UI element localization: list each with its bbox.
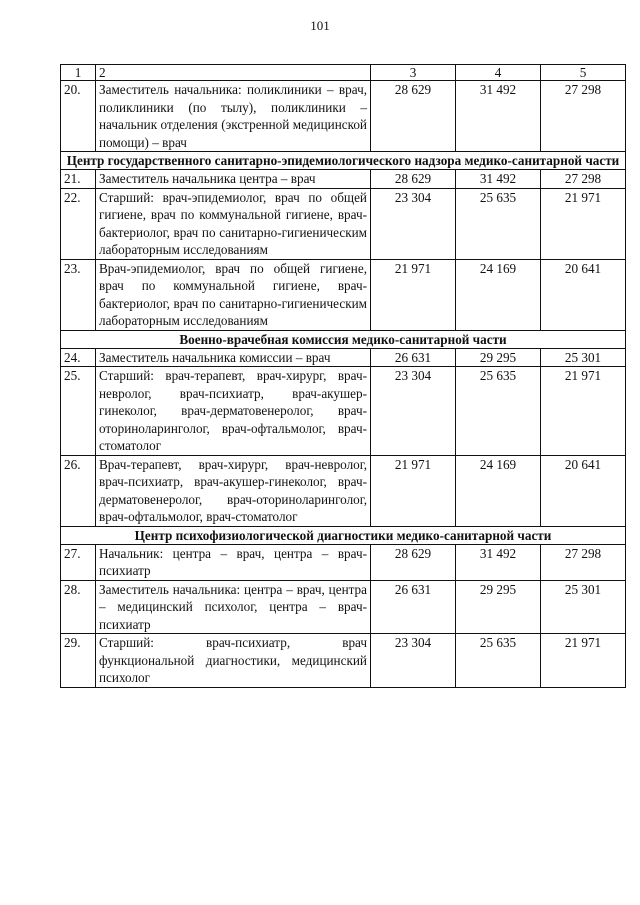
table-row (61, 455, 626, 526)
table-row (61, 348, 626, 367)
row-number: 28. (61, 580, 96, 634)
row-value-col3: 28 629 (371, 170, 456, 189)
row-position-description: Заместитель начальника: центра – врач, центра – медицинский психолог, центра – врач-психиатр (96, 580, 371, 634)
row-value-col5: 25 301 (541, 348, 626, 367)
row-number: 23. (61, 259, 96, 330)
row-value-col5: 25 301 (541, 580, 626, 634)
section-title: Военно-врачебная комиссия медико-санитарной части (61, 330, 626, 348)
row-value-col3: 21 971 (371, 455, 456, 526)
row-position-description: Врач-терапевт, врач-хирург, врач-невролог, врач-психиатр, врач-акушер-гинеколог, врач-дерматовенеролог, врач-оториноларинголог, врач-офтальмолог, врач-стоматолог (96, 455, 371, 526)
row-position-description: Врач-эпидемиолог, врач по общей гигиене, врач по коммунальной гигиене, врач-бактериолог, врач по санитарно-гигиеническим лабораторным исследованиям (96, 259, 371, 330)
row-value-col4: 29 295 (456, 580, 541, 634)
row-value-col5: 21 971 (541, 367, 626, 456)
row-value-col4: 31 492 (456, 544, 541, 580)
row-value-col4: 25 635 (456, 188, 541, 259)
row-position-description: Заместитель начальника комиссии – врач (96, 348, 371, 367)
row-number: 24. (61, 348, 96, 367)
row-value-col3: 23 304 (371, 634, 456, 688)
row-number: 20. (61, 81, 96, 152)
row-value-col4: 24 169 (456, 259, 541, 330)
salary-table (60, 64, 626, 688)
row-position-description: Заместитель начальника: поликлиники – врач, поликлиники (по тылу), поликлиники – начальник отделения (экстренной медицинской помощи) – врач (96, 81, 371, 152)
row-value-col5: 27 298 (541, 81, 626, 152)
row-position-description: Старший: врач-эпидемиолог, врач по общей гигиене, врач по коммунальной гигиене, врач-бактериолог, врач по санитарно-гигиеническим лабораторным исследованиям (96, 188, 371, 259)
row-value-col5: 21 971 (541, 634, 626, 688)
column-header-3: 3 (371, 65, 456, 81)
page-number: 101 (310, 18, 330, 33)
section-header-row (61, 330, 626, 348)
row-value-col4: 29 295 (456, 348, 541, 367)
section-title: Центр государственного санитарно-эпидемиологического надзора медико-санитарной части (61, 152, 626, 170)
row-position-description: Начальник: центра – врач, центра – врач-психиатр (96, 544, 371, 580)
row-value-col5: 20 641 (541, 259, 626, 330)
table-row (61, 81, 626, 152)
section-header-row (61, 152, 626, 170)
row-value-col3: 26 631 (371, 348, 456, 367)
row-value-col3: 23 304 (371, 367, 456, 456)
column-header-1: 1 (61, 65, 96, 81)
table-row (61, 188, 626, 259)
row-value-col4: 31 492 (456, 170, 541, 189)
row-number: 29. (61, 634, 96, 688)
row-value-col4: 25 635 (456, 634, 541, 688)
row-value-col3: 21 971 (371, 259, 456, 330)
table-row (61, 634, 626, 688)
column-header-row (61, 65, 626, 81)
row-value-col3: 26 631 (371, 580, 456, 634)
row-number: 22. (61, 188, 96, 259)
row-value-col5: 20 641 (541, 455, 626, 526)
row-value-col4: 31 492 (456, 81, 541, 152)
table-row (61, 259, 626, 330)
table-body (61, 65, 626, 688)
column-header-4: 4 (456, 65, 541, 81)
row-number: 27. (61, 544, 96, 580)
row-value-col5: 21 971 (541, 188, 626, 259)
column-header-5: 5 (541, 65, 626, 81)
row-number: 26. (61, 455, 96, 526)
row-number: 25. (61, 367, 96, 456)
row-value-col4: 24 169 (456, 455, 541, 526)
column-header-2: 2 (96, 65, 371, 81)
table-row (61, 170, 626, 189)
table-row (61, 544, 626, 580)
row-position-description: Заместитель начальника центра – врач (96, 170, 371, 189)
row-value-col5: 27 298 (541, 544, 626, 580)
row-value-col4: 25 635 (456, 367, 541, 456)
row-value-col3: 23 304 (371, 188, 456, 259)
row-number: 21. (61, 170, 96, 189)
row-position-description: Старший: врач-терапевт, врач-хирург, врач-невролог, врач-психиатр, врач-акушер-гинеколог, врач-дерматовенеролог, врач-оториноларинголог, врач-офтальмолог, врач-стоматолог (96, 367, 371, 456)
row-value-col5: 27 298 (541, 170, 626, 189)
table-row (61, 580, 626, 634)
table-row (61, 367, 626, 456)
section-title: Центр психофизиологической диагностики медико-санитарной части (61, 526, 626, 544)
row-position-description: Старший: врач-психиатр, врач функциональной диагностики, медицинский психолог (96, 634, 371, 688)
section-header-row (61, 526, 626, 544)
row-value-col3: 28 629 (371, 544, 456, 580)
row-value-col3: 28 629 (371, 81, 456, 152)
